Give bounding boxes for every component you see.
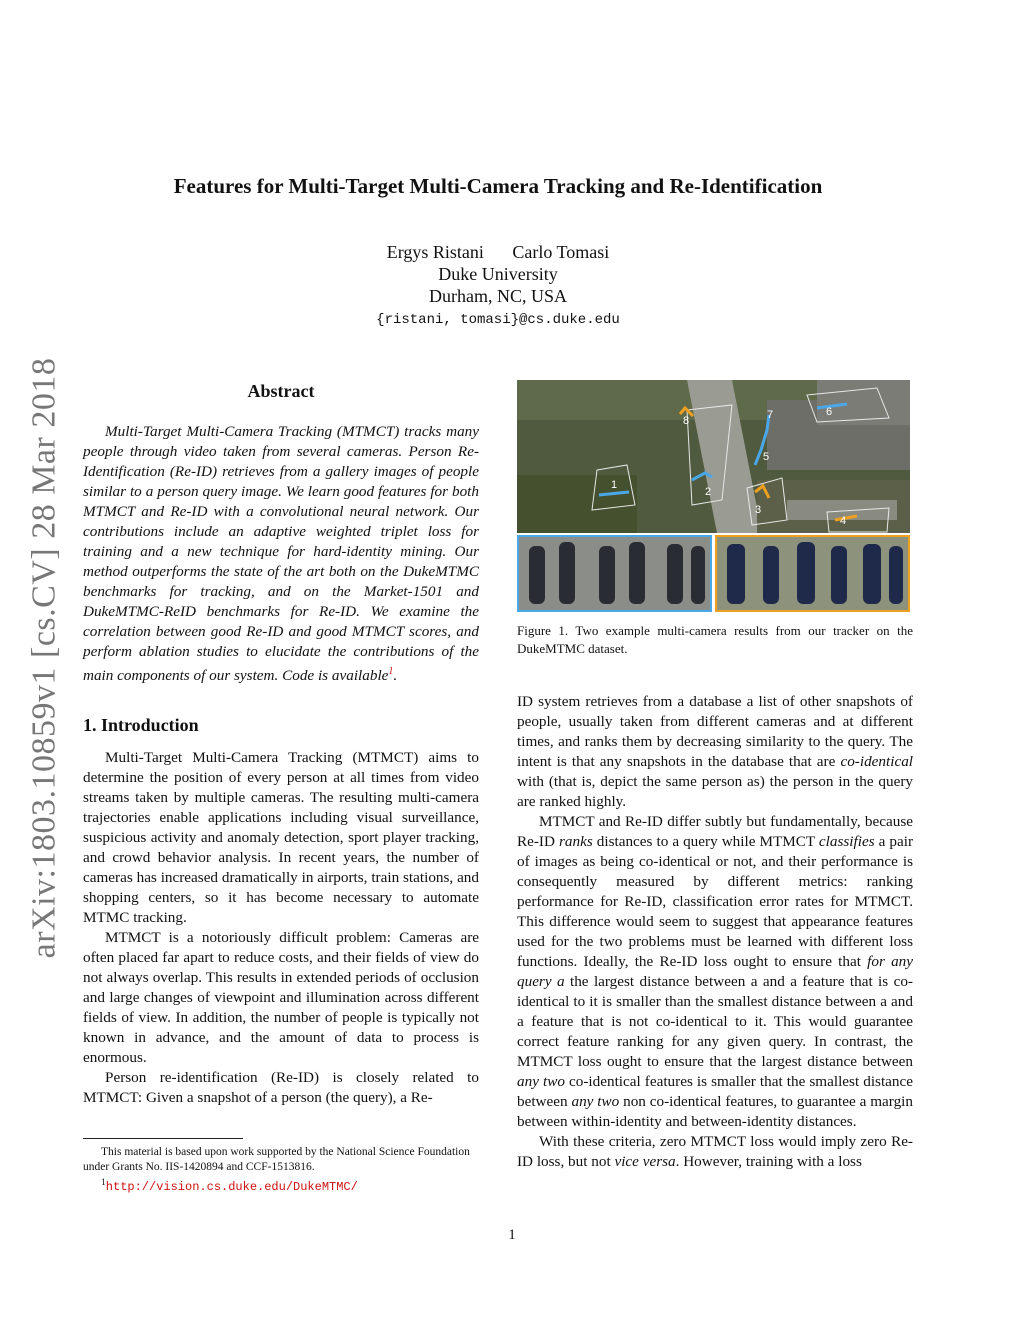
location: Durham, NC, USA [429,286,567,306]
aerial-roof [817,380,910,425]
intro-paragraph: Multi-Target Multi-Camera Tracking (MTMCT) aims to determine the position of every person at all times from video streams taken by multiple cameras. The resulting multi-camera trajectories enable applications including visual surveillance, suspicious activity and anomaly detection, sport player tracking, and crowd behavior analysis. In recent years, the number of cameras has increased dramatically in airports, train stations, and shopping centers, so it has become necessary to automate MTMC tracking. [83,749,479,927]
left-column [83,380,479,1108]
arxiv-stamp-text: arXiv:1803.10859v1 [cs.CV] 28 Mar 2018 [25,357,63,959]
footnotes [83,1138,479,1195]
figure-1 [517,380,913,658]
figure-1-image [517,380,910,612]
author-email: {ristani, tomasi}@cs.duke.edu [376,312,620,328]
arxiv-stamp [21,348,67,968]
author-names [200,241,796,263]
body-paragraph: With these criteria, zero MTMCT loss would imply zero Re-ID loss, but not vice versa. However, training with a loss [517,1133,913,1170]
right-column [517,692,913,1172]
abstract-heading: Abstract [247,381,315,401]
page-number: 1 [508,1227,516,1243]
camera-label: 2 [705,486,712,498]
camera-label: 7 [767,409,774,421]
camera-label: 5 [763,451,770,463]
abstract-text: Multi-Target Multi-Camera Tracking (MTMCT) tracks many people through video taken from several cameras. Person Re-Identification (Re-ID) retrieves from a gallery images of people similar to a person query image. We learn good features for both MTMCT and Re-ID with a convolutional neural network. Our contributions include an adaptive weighted triplet loss for training and a new technique for hard-identity mining. Our method outperforms the state of the art both on the DukeMTMC benchmarks for tracking, and on the Market-1501 and DukeMTMC-ReID benchmarks for Re-ID. We examine the correlation between good Re-ID and good MTMCT scores, and perform ablation studies to elucidate the contributions of the main components of our system. Code is available$^1$. [83,423,479,685]
intro-paragraph: Person re-identification (Re-ID) is closely related to MTMCT: Given a snapshot of a person (the query), a Re- [83,1069,479,1107]
section-heading-introduction: 1. Introduction [83,715,199,736]
aerial-trees [517,475,637,533]
author-name: Carlo Tomasi [512,242,610,262]
author-block [200,241,796,331]
footnote-url-link[interactable]: http://vision.cs.duke.edu/DukeMTMC/ [105,1179,358,1194]
affiliation: Duke University [438,264,558,284]
figure-caption: Figure 1. Two example multi-camera results from our tracker on the DukeMTMC dataset. [517,623,913,656]
footnote-rule [83,1138,243,1139]
body-paragraph: MTMCT and Re-ID differ subtly but fundamentally, because Re-ID ranks distances to a query while MTMCT classifies a pair of images as being co-identical or not, and their performance is consequently measured by different metrics: ranking performance for Re-ID, classification error rates for MTMCT. This difference would seem to suggest that appearance features used for the two problems must be learned with different loss functions. Ideally, the Re-ID loss ought to ensure that for any query a the largest distance between a and a feature that is co-identical to it is smaller than the smallest distance between a and a feature that is not co-identical to it. This would guarantee correct feature ranking for any given query. In contrast, the MTMCT loss ought to ensure that the largest distance between any two co-identical features is smaller that the smallest distance between any two non co-identical features, to guarantee a margin between within-identity and between-identity distances. [517,813,914,1130]
camera-label: 1 [611,479,618,491]
camera-label: 8 [683,415,690,427]
author-name: Ergys Ristani [386,242,484,262]
funding-footnote: This material is based upon work supported by the National Science Foundation under Grants No. IIS-1420894 and CCF-1513816. [83,1146,470,1173]
body-paragraph: ID system retrieves from a database a list of other snapshots of people, usually taken from different cameras and at different times, and ranks them by decreasing similarity to the query. The intent is that any snapshots in the database that are co-identical with (that is, depict the same person as) the person in the query are ranked highly. [517,693,914,810]
camera-label: 3 [755,504,762,516]
paper-title: Features for Multi-Target Multi-Camera Tracking and Re-Identification [173,174,823,198]
footnote-ref[interactable]: 1 [388,666,394,677]
camera-label: 6 [826,406,833,418]
camera-label: 4 [840,515,847,527]
intro-paragraph: MTMCT is a notoriously difficult problem: Cameras are often placed far apart to reduce costs, and their fields of view do not always overlap. This results in extended periods of occlusion and large changes of viewpoint and illumination across different fields of view. In addition, the number of people is typically not known in advance, and the amount of data to process is enormous. [83,929,479,1067]
url-footnote: $^1$http://vision.cs.duke.edu/DukeMTMC/ [101,1177,358,1194]
